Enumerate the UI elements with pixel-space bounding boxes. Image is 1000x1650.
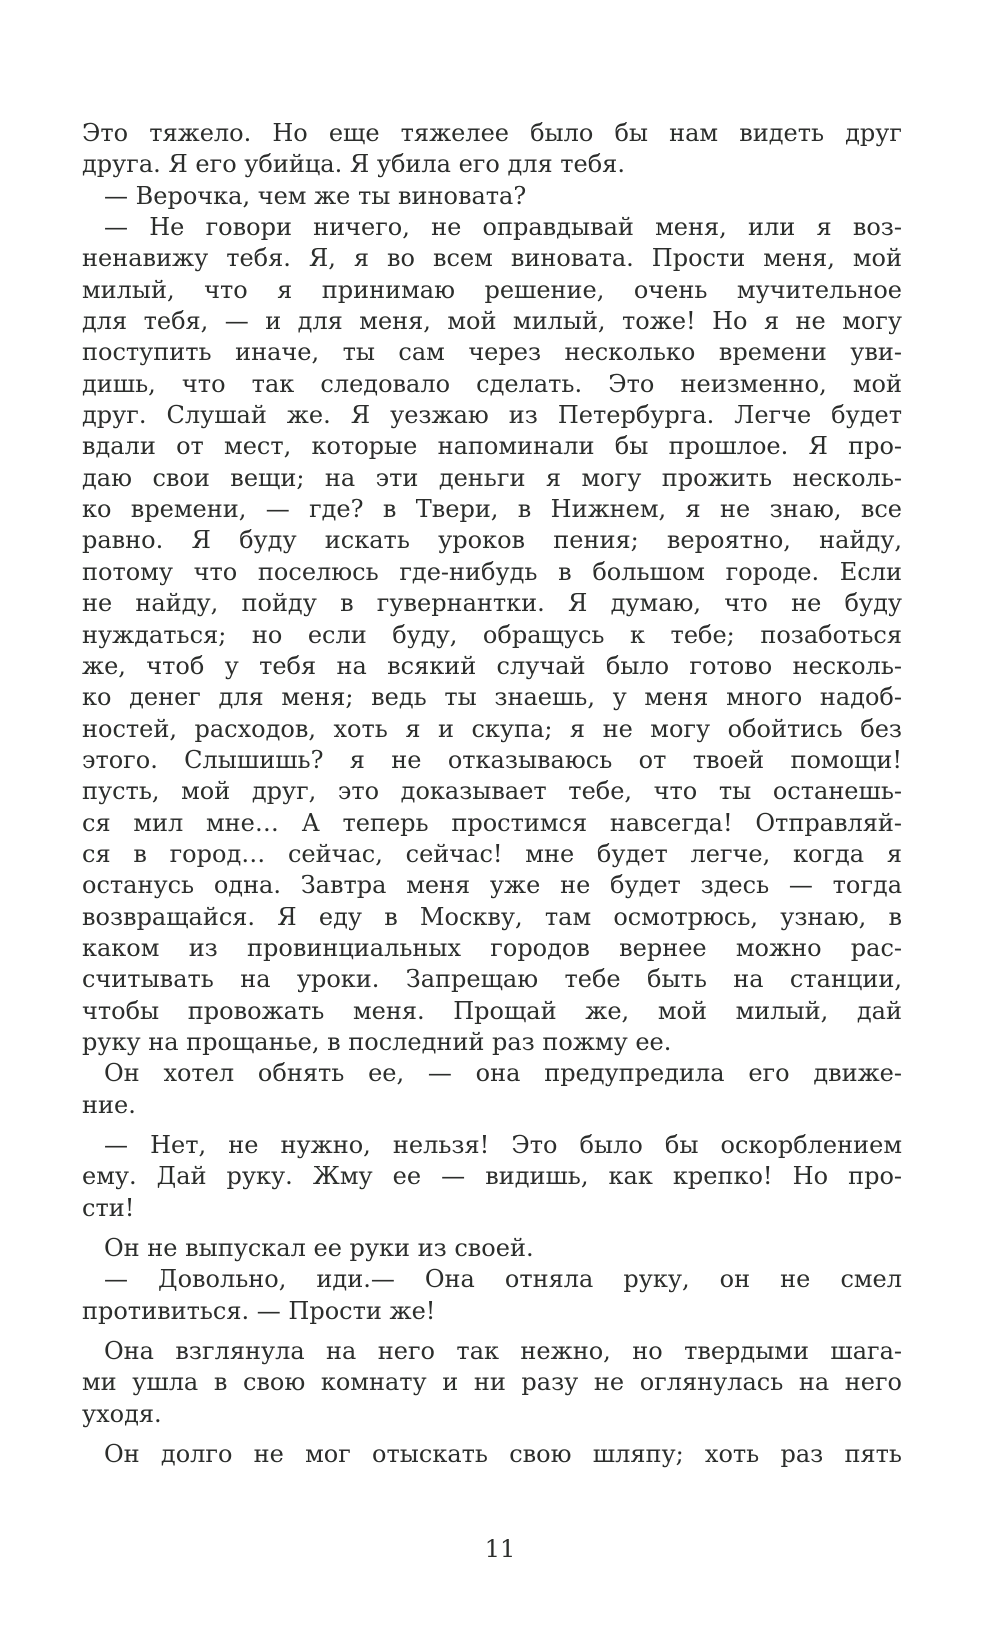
text-line: руку на прощанье, в последний раз пожму ее. [82,1027,672,1056]
paragraph-gap [82,1327,902,1336]
text-line: этого. Слышишь? я не отказываюсь от твоей помощи! [82,745,902,774]
text-line: дишь, что так следовало сделать. Это неизменно, мой [82,369,902,398]
text-line: для тебя, — и для меня, мой милый, тоже! Но я не могу [82,307,902,336]
text-line: — Нет, не нужно, нельзя! Это было бы оскорблением [104,1131,902,1159]
text-line: поступить иначе, ты сам через несколько времени уви- [82,338,902,367]
text-line: уходя. [82,1399,162,1428]
text-line: Она взглянула на него так нежно, но твердыми шага- [104,1337,902,1366]
text-line: нуждаться; но если буду, обращусь к тебе; позаботься [82,620,902,649]
text-line: каком из провинциальных городов вернее можно рас- [82,933,902,962]
paragraph-gap [82,1121,902,1130]
text-line: ся мил мне… А теперь простимся навсегда! Отправляй- [82,808,902,837]
text-line: возвращайся. Я еду в Москву, там осмотрюсь, узнаю, в [82,902,902,931]
text-line: Он не выпускал ее руки из своей. [104,1234,534,1263]
text-line: ние. [82,1090,136,1119]
text-line: чтобы провожать меня. Прощай же, мой милый, дай [82,996,902,1025]
text-line: ему. Дай руку. Жму ее — видишь, как крепко! Но про- [82,1162,902,1191]
paragraph-gap [82,1430,902,1439]
text-line: противиться. — Прости же! [82,1296,436,1325]
text-line: даю свои вещи; на эти деньги я могу прожить несколь- [82,463,902,492]
body-text [82,118,902,1470]
text-line: не найду, пойду в гувернантки. Я думаю, что не буду [82,589,902,618]
text-line: друга. Я его убийца. Я убила его для тебя. [82,150,625,179]
text-line: друг. Слушай же. Я уезжаю из Петербурга. Легче будет [82,401,902,430]
text-line: Он хотел обнять ее, — она предупредила его движе- [104,1059,902,1088]
text-line: потому что поселюсь где-нибудь в большом городе. Если [82,557,902,586]
text-line: пусть, мой друг, это доказывает тебе, что ты останешь- [82,777,902,806]
text-line: ко времени, — где? в Твери, в Нижнем, я не знаю, все [82,495,902,524]
text-line: — Довольно, иди.— Она отняла руку, он не смел [104,1265,902,1294]
text-line: же, чтоб у тебя на всякий случай было готово несколь- [82,651,902,680]
text-line: милый, что я принимаю решение, очень мучительное [82,275,902,304]
text-line: ко денег для меня; ведь ты знаешь, у меня много надоб- [82,683,902,712]
paragraph-gap [82,1224,902,1233]
text-line: сти! [82,1193,135,1222]
text-line: ненавижу тебя. Я, я во всем виновата. Прости меня, мой [82,244,902,273]
text-line: ся в город… сейчас, сейчас! мне будет легче, когда я [82,839,902,868]
text-line: считывать на уроки. Запрещаю тебе быть на станции, [82,965,902,994]
text-line: Это тяжело. Но еще тяжелее было бы нам видеть друг [82,119,902,147]
text-line: — Не говори ничего, не оправдывай меня, или я воз- [104,213,902,242]
text-line: ностей, расходов, хоть я и скупа; я не могу обойтись без [82,714,902,743]
text-line: равно. Я буду искать уроков пения; вероятно, найду, [82,526,902,555]
text-line: — Верочка, чем же ты виновата? [104,181,527,210]
text-line: ми ушла в свою комнату и ни разу не оглянулась на него [82,1368,902,1397]
text-line: останусь одна. Завтра меня уже не будет здесь — тогда [82,871,902,900]
text-line: вдали от мест, которые напоминали бы прошлое. Я про- [82,432,902,461]
page-number: 11 [484,1535,516,1563]
text-line: Он долго не мог отыскать свою шляпу; хоть раз пять [104,1440,902,1469]
